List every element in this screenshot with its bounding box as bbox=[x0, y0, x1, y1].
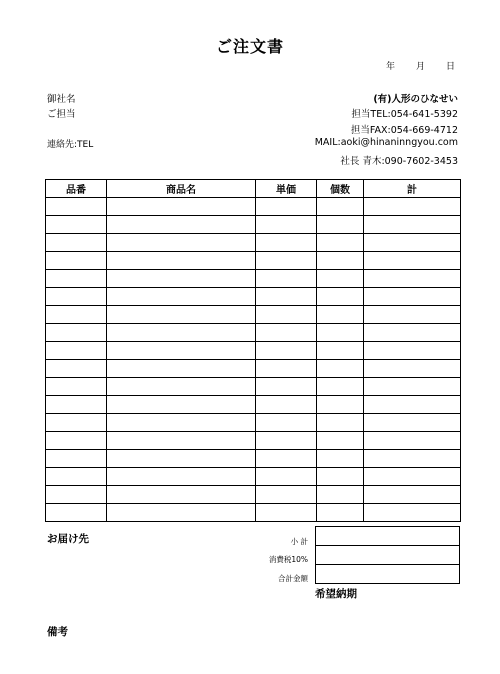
table-cell[interactable] bbox=[107, 252, 256, 270]
table-cell[interactable] bbox=[46, 288, 107, 306]
table-cell[interactable] bbox=[317, 234, 364, 252]
total-cell[interactable] bbox=[316, 565, 460, 584]
table-cell[interactable] bbox=[46, 342, 107, 360]
table-cell[interactable] bbox=[107, 342, 256, 360]
table-cell[interactable] bbox=[256, 414, 317, 432]
header-quantity: 個数 bbox=[317, 180, 364, 198]
table-cell[interactable] bbox=[364, 288, 461, 306]
table-cell[interactable] bbox=[46, 432, 107, 450]
table-cell[interactable] bbox=[256, 198, 317, 216]
table-row bbox=[46, 414, 461, 432]
table-cell[interactable] bbox=[364, 414, 461, 432]
table-cell[interactable] bbox=[256, 450, 317, 468]
table-cell[interactable] bbox=[364, 432, 461, 450]
table-cell[interactable] bbox=[107, 306, 256, 324]
table-cell[interactable] bbox=[317, 288, 364, 306]
contact-label: ご担当 bbox=[47, 109, 76, 120]
shop-tel: 担当TEL:054-641-5392 bbox=[351, 109, 458, 120]
header-unit-price: 単価 bbox=[256, 180, 317, 198]
table-cell[interactable] bbox=[46, 396, 107, 414]
desired-date-label: 希望納期 bbox=[315, 588, 357, 600]
date-day-label: 日 bbox=[446, 62, 456, 72]
table-cell[interactable] bbox=[256, 288, 317, 306]
table-cell[interactable] bbox=[256, 270, 317, 288]
table-cell[interactable] bbox=[107, 234, 256, 252]
table-cell[interactable] bbox=[317, 504, 364, 522]
table-row bbox=[46, 396, 461, 414]
table-cell[interactable] bbox=[46, 324, 107, 342]
table-row bbox=[46, 234, 461, 252]
table-cell[interactable] bbox=[46, 252, 107, 270]
table-row bbox=[46, 486, 461, 504]
table-row bbox=[46, 504, 461, 522]
order-items-table bbox=[45, 179, 461, 522]
table-cell[interactable] bbox=[256, 306, 317, 324]
table-row bbox=[46, 324, 461, 342]
table-cell[interactable] bbox=[107, 378, 256, 396]
shop-name: (有)人形のひなせい bbox=[373, 94, 458, 105]
header-item-number: 品番 bbox=[46, 180, 107, 198]
table-cell[interactable] bbox=[317, 252, 364, 270]
table-row bbox=[46, 270, 461, 288]
table-row bbox=[46, 342, 461, 360]
subtotal-cell[interactable] bbox=[316, 527, 460, 546]
table-cell[interactable] bbox=[364, 234, 461, 252]
table-cell[interactable] bbox=[364, 306, 461, 324]
table-cell[interactable] bbox=[256, 486, 317, 504]
table-row bbox=[46, 468, 461, 486]
table-cell[interactable] bbox=[107, 198, 256, 216]
table-cell[interactable] bbox=[107, 396, 256, 414]
table-cell[interactable] bbox=[317, 198, 364, 216]
table-cell[interactable] bbox=[317, 324, 364, 342]
table-cell[interactable] bbox=[364, 378, 461, 396]
table-cell[interactable] bbox=[46, 198, 107, 216]
page-title: ご注文書 bbox=[215, 37, 284, 56]
table-cell[interactable] bbox=[256, 468, 317, 486]
shop-mail: MAIL:aoki@hinaninngyou.com bbox=[314, 137, 458, 148]
table-cell[interactable] bbox=[364, 342, 461, 360]
table-header-row bbox=[46, 180, 461, 198]
table-cell[interactable] bbox=[46, 234, 107, 252]
table-cell[interactable] bbox=[46, 270, 107, 288]
table-row bbox=[46, 450, 461, 468]
table-cell[interactable] bbox=[107, 468, 256, 486]
shop-fax: 担当FAX:054-669-4712 bbox=[350, 125, 458, 136]
header-product-name: 商品名 bbox=[107, 180, 256, 198]
table-cell[interactable] bbox=[256, 396, 317, 414]
tax-cell[interactable] bbox=[316, 546, 460, 565]
table-row bbox=[46, 306, 461, 324]
table-cell[interactable] bbox=[364, 324, 461, 342]
table-cell[interactable] bbox=[256, 342, 317, 360]
table-cell[interactable] bbox=[364, 360, 461, 378]
table-cell[interactable] bbox=[256, 504, 317, 522]
table-cell[interactable] bbox=[107, 270, 256, 288]
table-cell[interactable] bbox=[317, 342, 364, 360]
table-cell[interactable] bbox=[107, 450, 256, 468]
table-cell[interactable] bbox=[107, 216, 256, 234]
table-row bbox=[46, 252, 461, 270]
table-cell[interactable] bbox=[364, 396, 461, 414]
table-cell[interactable] bbox=[364, 450, 461, 468]
table-cell[interactable] bbox=[107, 324, 256, 342]
table-cell[interactable] bbox=[317, 360, 364, 378]
table-cell[interactable] bbox=[317, 486, 364, 504]
table-cell[interactable] bbox=[364, 504, 461, 522]
table-cell[interactable] bbox=[317, 270, 364, 288]
table-row bbox=[46, 378, 461, 396]
table-cell[interactable] bbox=[46, 378, 107, 396]
table-cell[interactable] bbox=[46, 306, 107, 324]
table-cell[interactable] bbox=[256, 216, 317, 234]
delivery-label: お届け先 bbox=[47, 533, 89, 545]
table-cell[interactable] bbox=[364, 486, 461, 504]
table-cell[interactable] bbox=[256, 324, 317, 342]
table-cell[interactable] bbox=[256, 234, 317, 252]
table-cell[interactable] bbox=[46, 468, 107, 486]
date-year-label: 年 bbox=[386, 62, 396, 72]
subtotal-label: 小 計 bbox=[290, 537, 308, 546]
table-cell[interactable] bbox=[317, 306, 364, 324]
table-row bbox=[46, 216, 461, 234]
table-cell[interactable] bbox=[317, 396, 364, 414]
table-cell[interactable] bbox=[317, 414, 364, 432]
table-cell[interactable] bbox=[107, 486, 256, 504]
table-cell[interactable] bbox=[256, 432, 317, 450]
table-cell[interactable] bbox=[364, 198, 461, 216]
table-cell[interactable] bbox=[256, 378, 317, 396]
table-cell[interactable] bbox=[46, 450, 107, 468]
table-cell[interactable] bbox=[364, 468, 461, 486]
date-month-label: 月 bbox=[416, 62, 426, 72]
table-row bbox=[46, 360, 461, 378]
contact-tel-label: 連絡先:TEL bbox=[47, 140, 94, 150]
table-cell[interactable] bbox=[46, 414, 107, 432]
table-cell[interactable] bbox=[317, 432, 364, 450]
table-cell[interactable] bbox=[317, 450, 364, 468]
table-cell[interactable] bbox=[364, 252, 461, 270]
shop-president: 社長 青木:090-7602-3453 bbox=[340, 156, 458, 167]
table-cell[interactable] bbox=[46, 504, 107, 522]
table-row bbox=[46, 288, 461, 306]
table-cell[interactable] bbox=[364, 270, 461, 288]
company-label: 御社名 bbox=[47, 94, 76, 105]
table-cell[interactable] bbox=[107, 504, 256, 522]
table-cell[interactable] bbox=[107, 360, 256, 378]
table-cell[interactable] bbox=[256, 252, 317, 270]
table-cell[interactable] bbox=[107, 432, 256, 450]
table-cell[interactable] bbox=[256, 360, 317, 378]
totals-table bbox=[315, 526, 460, 584]
table-row bbox=[46, 432, 461, 450]
table-cell[interactable] bbox=[107, 288, 256, 306]
table-row bbox=[46, 198, 461, 216]
table-cell[interactable] bbox=[46, 360, 107, 378]
remarks-label: 備考 bbox=[47, 626, 68, 638]
table-cell[interactable] bbox=[46, 216, 107, 234]
tax-label: 消費税10% bbox=[268, 555, 308, 564]
table-cell[interactable] bbox=[317, 468, 364, 486]
table-cell[interactable] bbox=[317, 378, 364, 396]
table-cell[interactable] bbox=[46, 486, 107, 504]
table-cell[interactable] bbox=[317, 216, 364, 234]
total-label: 合計金額 bbox=[278, 574, 308, 583]
header-amount: 計 bbox=[364, 180, 461, 198]
table-cell[interactable] bbox=[107, 414, 256, 432]
table-cell[interactable] bbox=[364, 216, 461, 234]
